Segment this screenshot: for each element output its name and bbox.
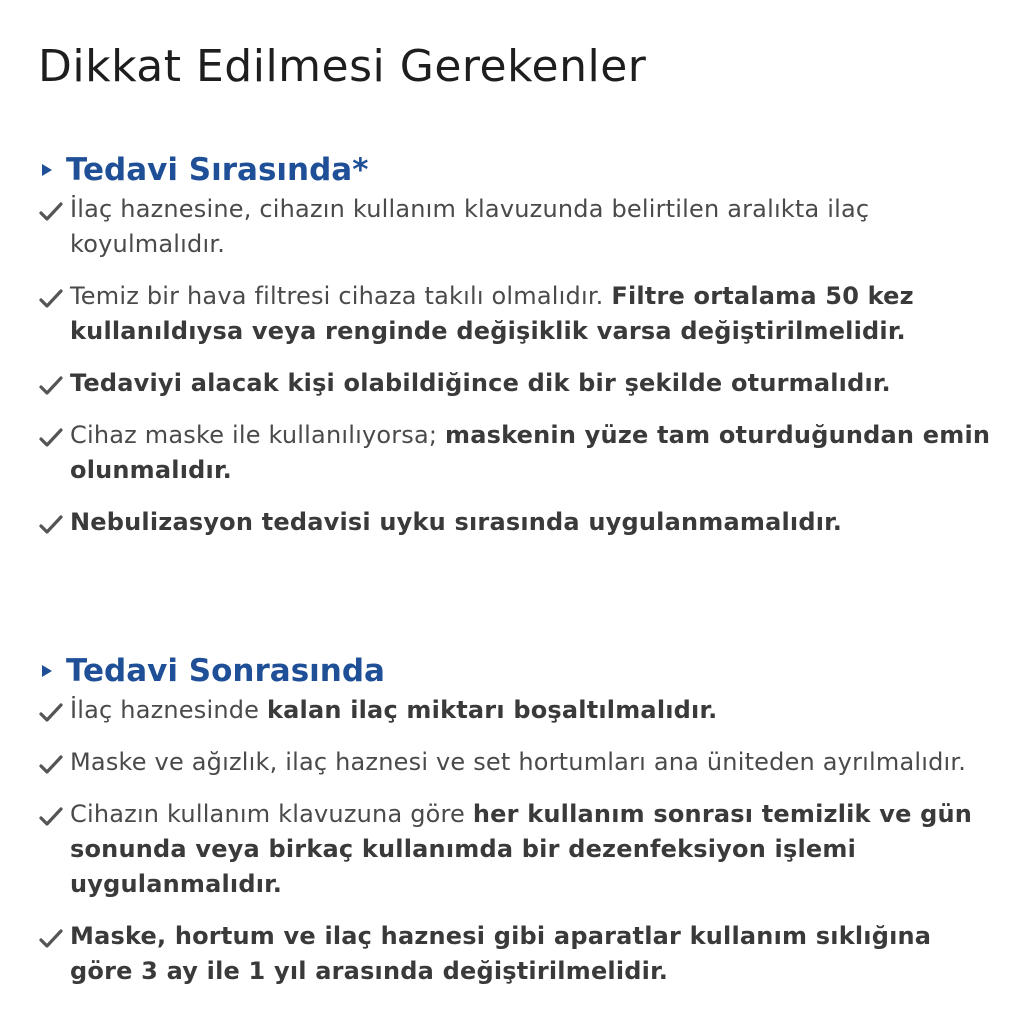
check-mark-icon xyxy=(38,806,64,828)
list-item xyxy=(38,797,998,902)
list-item-text xyxy=(70,366,998,401)
list-item-text xyxy=(70,745,998,780)
check-mark-icon xyxy=(38,427,64,449)
list-item-text xyxy=(70,693,998,728)
item-bold-text: her kullanım sonrası temizlik ve gün sonunda veya birkaç kullanımda bir dezenfeksiyon işlemi uygulanmalıdır. xyxy=(70,800,973,898)
item-bold-text: maskenin yüze tam oturduğundan emin olunmalıdır. xyxy=(70,421,991,484)
item-normal-text: Cihazın kullanım klavuzuna göre xyxy=(70,800,473,828)
list-item-text xyxy=(70,505,998,540)
check-mark-icon xyxy=(38,201,64,223)
checklist xyxy=(38,693,998,989)
page-title: Dikkat Edilmesi Gerekenler xyxy=(38,41,647,93)
triangle-right-icon xyxy=(40,160,54,180)
item-bold-text: Tedaviyi alacak kişi olabildiğince dik bir şekilde oturmalıdır. xyxy=(70,369,891,397)
section-heading-text: Tedavi Sonrasında xyxy=(66,653,385,689)
section-after-treatment xyxy=(38,651,998,989)
item-normal-text: Maske ve ağızlık, ilaç haznesi ve set hortumları ana üniteden ayrılmalıdır. xyxy=(70,748,967,776)
list-item-text xyxy=(70,797,998,902)
item-bold-text: Maske, hortum ve ilaç haznesi gibi aparatlar kullanım sıklığına göre 3 ay ile 1 yıl arasında değiştirilmelidir. xyxy=(70,922,932,985)
item-bold-text: Filtre ortalama 50 kez kullanıldıysa veya renginde değişiklik varsa değiştirilmelidir. xyxy=(70,282,914,345)
check-mark-icon xyxy=(38,375,64,397)
checklist xyxy=(38,192,998,540)
list-item xyxy=(38,192,998,262)
check-mark-icon xyxy=(38,288,64,310)
item-normal-text: İlaç haznesine, cihazın kullanım klavuzunda belirtilen aralıkta ilaç koyulmalıdır. xyxy=(70,195,870,258)
section-heading xyxy=(38,651,998,691)
list-item-text xyxy=(70,192,998,262)
list-item-text xyxy=(70,279,998,349)
check-mark-icon xyxy=(38,754,64,776)
section-during-treatment xyxy=(38,150,998,540)
section-heading-text: Tedavi Sırasında* xyxy=(66,152,369,188)
item-normal-text: İlaç haznesinde xyxy=(70,696,267,724)
check-mark-icon xyxy=(38,702,64,724)
triangle-right-icon xyxy=(40,661,54,681)
list-item xyxy=(38,745,998,780)
list-item xyxy=(38,693,998,728)
item-normal-text: Cihaz maske ile kullanılıyorsa; xyxy=(70,421,446,449)
list-item xyxy=(38,505,998,540)
item-bold-text: kalan ilaç miktarı boşaltılmalıdır. xyxy=(266,696,718,724)
check-mark-icon xyxy=(38,514,64,536)
item-normal-text: Temiz bir hava filtresi cihaza takılı olmalıdır. xyxy=(70,282,612,310)
list-item xyxy=(38,366,998,401)
list-item-text xyxy=(70,919,998,989)
check-mark-icon xyxy=(38,928,64,950)
item-bold-text: Nebulizasyon tedavisi uyku sırasında uygulanmamalıdır. xyxy=(70,508,843,536)
list-item xyxy=(38,279,998,349)
list-item xyxy=(38,418,998,488)
section-heading xyxy=(38,150,998,190)
list-item xyxy=(38,919,998,989)
list-item-text xyxy=(70,418,998,488)
